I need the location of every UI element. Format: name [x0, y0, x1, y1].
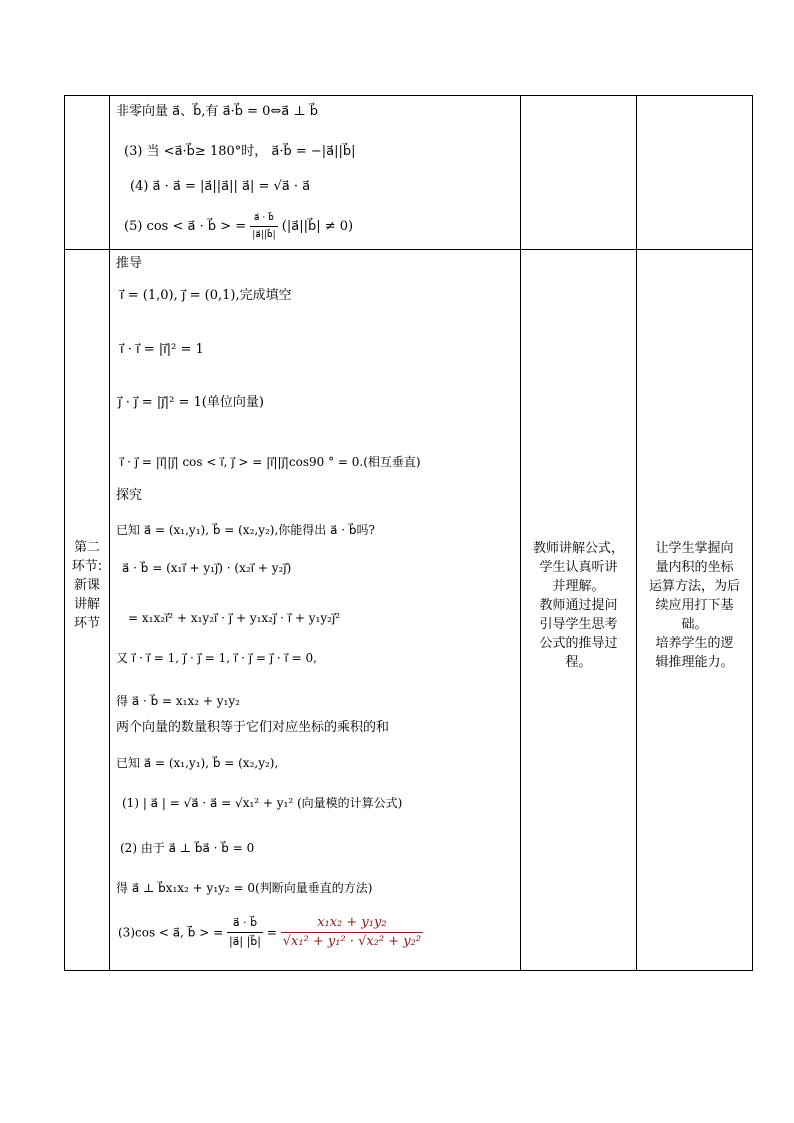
design-intent-line-5: 础。	[681, 617, 708, 632]
row1-frac-den: |a⃗||b⃗|	[252, 230, 276, 240]
teacher-activity-line-6: 公式的推导过	[539, 636, 618, 651]
stage-label-line-2: 环节:	[71, 559, 103, 574]
row1-line-1: 非零向量 a⃗、b⃗,有 a⃗·b⃗ = 0⇔a⃗ ⊥ b⃗	[116, 104, 318, 119]
unit-vectors-line: i⃗ = (1,0), j⃗ = (0,1),完成填空	[120, 288, 292, 303]
stage-label-line-4: 讲解	[73, 597, 100, 612]
design-intent	[641, 539, 748, 672]
given-vectors-line: 已知 a⃗ = (x₁,y₁), b⃗ = (x₂,y₂),你能得出 a⃗ · b⃗吗?	[116, 523, 375, 537]
expand-line-2: = x₁x₂i⃗² + x₁y₂i⃗ · j⃗ + y₁x₂j⃗ · i⃗ + y₁y₂j⃗²	[128, 611, 341, 625]
row2-stage-cell	[64, 249, 110, 971]
row2-intent-cell	[636, 249, 753, 971]
basis-facts-line: 又 i⃗ · i⃗ = 1, j⃗ · j⃗ = 1, i⃗ · j⃗ = j⃗ · i⃗ = 0,	[116, 651, 317, 665]
row1-frac-tail: (|a⃗||b⃗| ≠ 0)	[281, 219, 354, 234]
row2-content-cell	[109, 249, 521, 971]
teacher-activity-line-3: 并理解。	[552, 579, 605, 594]
row1-content-cell	[109, 95, 521, 250]
stage-label	[65, 538, 109, 633]
given-vectors-line-2: 已知 a⃗ = (x₁,y₁), b⃗ = (x₂,y₂),	[116, 756, 279, 770]
i-dot-i-line: i⃗ · i⃗ = |i⃗|² = 1	[120, 342, 204, 357]
design-intent-line-6: 培养学生的逻	[655, 636, 734, 651]
perpendicular-line-2: 得 a⃗ ⊥ b⃗x₁x₂ + y₁y₂ = 0(判断向量垂直的方法)	[116, 881, 373, 895]
cos-vector-den: |a⃗| |b⃗|	[228, 935, 261, 948]
design-intent-line-7: 辑推理能力。	[655, 655, 734, 670]
row1-line-3: (4) a⃗ · a⃗ = |a⃗||a⃗|| a⃗| = √a⃗ · a⃗	[130, 179, 311, 194]
cos-coordinate-den: √x₁² + y₁² · √x₂² + y₂²	[282, 934, 422, 949]
conclusion-line: 两个向量的数量积等于它们对应坐标的乘积的和	[116, 720, 390, 735]
row1-frac-num: a⃗ · b⃗	[250, 210, 277, 227]
design-intent-line-4: 续应用打下基	[655, 598, 734, 613]
stage-label-line-1: 第二	[73, 540, 100, 555]
design-intent-line-3: 运算方法，为后	[648, 579, 740, 594]
expand-line-1: a⃗ · b⃗ = (x₁i⃗ + y₁j⃗) · (x₂i⃗ + y₂j⃗)	[122, 561, 292, 575]
row1-cos-prefix: (5) cos < a⃗ · b⃗ > =	[124, 219, 251, 234]
cos-formula-line: (3)cos < a⃗, b⃗ > = $\frac{a⃗ \cdot b⃗}{|a⃗| |b⃗|}$ = $\frac{\text{x₁x₂ + y₁y₂}}{\text{√x₁² + y₁² · √x₂² + y₂²}}$	[118, 915, 422, 949]
teacher-activity-line-4: 教师通过提问	[539, 598, 618, 613]
row1-stage-cell	[64, 95, 110, 250]
magnitude-formula-line: (1) | a⃗ | = √a⃗ · a⃗ = √x₁² + y₁² (向量模的计算公式)	[122, 796, 403, 810]
cos-coordinate-num: x₁x₂ + y₁y₂	[281, 914, 423, 933]
result-line: 得 a⃗ · b⃗ = x₁x₂ + y₁y₂	[116, 694, 240, 708]
row1-line-4	[124, 210, 353, 243]
cos-vector-num: a⃗ · b⃗	[227, 914, 263, 933]
row1-intent-cell	[636, 95, 753, 250]
derive-heading: 推导	[116, 256, 143, 271]
row2-teacher-cell	[520, 249, 637, 971]
cos-formula-prefix: (3)cos < a⃗, b⃗ > =	[118, 925, 227, 940]
row1-cos-fraction	[250, 210, 277, 243]
j-dot-j-line: j⃗ · j⃗ = |j⃗|² = 1(单位向量)	[118, 395, 264, 410]
teacher-activity-line-2: 学生认真听讲	[539, 560, 618, 575]
explore-heading: 探究	[116, 488, 143, 503]
stage-label-line-3: 新课	[73, 578, 100, 593]
cos-vector-fraction	[227, 914, 263, 951]
row1-teacher-cell	[520, 95, 637, 250]
i-dot-j-line: i⃗ · j⃗ = |i⃗||j⃗| cos < i⃗, j⃗ > = |i⃗||j⃗|cos90 ° = 0.(相互垂直)	[120, 455, 421, 469]
design-intent-line-2: 量内积的坐标	[655, 560, 734, 575]
stage-label-line-5: 环节	[73, 616, 100, 631]
teacher-activity-line-7: 程。	[565, 655, 592, 670]
perpendicular-line-1: (2) 由于 a⃗ ⊥ b⃗a⃗ · b⃗ = 0	[120, 841, 255, 855]
teacher-activity	[525, 539, 632, 672]
row1-line-2: (3) 当 <a⃗·b⃗≥ 180°时， a⃗·b⃗ = −|a⃗||b⃗|	[124, 144, 356, 159]
cos-coordinate-fraction	[281, 914, 423, 951]
design-intent-line-1: 让学生掌握向	[655, 541, 734, 556]
teacher-activity-line-1: 教师讲解公式，	[532, 541, 624, 556]
teacher-activity-line-5: 引导学生思考	[539, 617, 618, 632]
